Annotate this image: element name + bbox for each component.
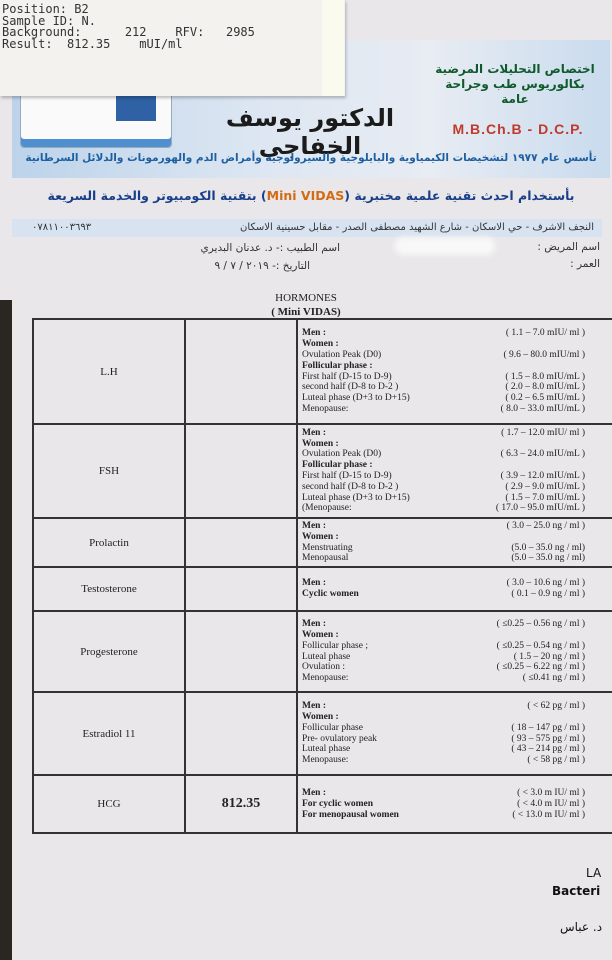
analyzer-illustration bbox=[20, 88, 172, 148]
reference-label: Ovulation : bbox=[302, 662, 346, 673]
reference-label: First half (D-15 to D-9) bbox=[302, 371, 392, 382]
technology-post: بتقنية الكومبيوتر والخدمة السريعة bbox=[47, 188, 257, 203]
reference-range: ( < 62 pg / ml ) bbox=[527, 701, 585, 712]
reference-line bbox=[302, 712, 611, 723]
reference-range: (5.0 – 35.0 ng / ml) bbox=[511, 542, 585, 553]
patient-name-label: اسم المريض : bbox=[537, 241, 600, 253]
reference-label: Men : bbox=[302, 328, 327, 339]
hormone-name: L.H bbox=[33, 319, 185, 424]
hormone-name: Testosterone bbox=[33, 567, 185, 611]
hormone-result: 812.35 bbox=[185, 775, 297, 833]
reference-line bbox=[302, 404, 611, 415]
reference-label: Women : bbox=[302, 438, 339, 449]
reference-line bbox=[302, 328, 611, 339]
hormone-name: Prolactin bbox=[33, 518, 185, 567]
lab-services: تأسس عام ١٩٧٧ لتشخيصات الكيمياوية والبايلوجية والسيرولوجية وأمراض الدم والهورمونات والدلائل السرطانية bbox=[25, 152, 597, 164]
reference-range: ( 1.5 – 20 ng / ml ) bbox=[513, 651, 585, 662]
hormone-name: FSH bbox=[33, 424, 185, 518]
lab-technology: بأستخدام احدث تقنية علمية مختبرية (Mini VIDAS) بتقنية الكومبيوتر والخدمة السريعة bbox=[47, 188, 575, 203]
reference-line bbox=[302, 799, 611, 810]
reference-range: ( < 3.0 m IU/ ml ) bbox=[517, 787, 585, 798]
hormone-row bbox=[33, 611, 612, 692]
hormone-row bbox=[33, 424, 612, 518]
hormone-result bbox=[185, 692, 297, 775]
reference-ranges bbox=[297, 692, 612, 775]
hormone-table-body bbox=[33, 319, 612, 833]
reference-line bbox=[302, 788, 611, 799]
reference-label: Menopause: bbox=[302, 673, 349, 684]
reference-range: ( 3.0 – 10.6 ng / ml ) bbox=[506, 578, 585, 589]
reference-label: Ovulation Peak (D0) bbox=[302, 449, 382, 460]
reference-range bbox=[585, 439, 611, 450]
reference-line bbox=[302, 701, 611, 712]
reference-line bbox=[302, 652, 611, 663]
reference-line bbox=[302, 393, 611, 404]
reference-range: ( 8.0 – 33.0 mIU/mL ) bbox=[500, 403, 585, 414]
technology-pre: بأستخدام احدث تقنية علمية مختبرية bbox=[354, 188, 575, 203]
reference-label: Menopause: bbox=[302, 755, 349, 766]
reference-label: Follicular phase : bbox=[302, 360, 373, 371]
report-title: HORMONES bbox=[275, 292, 337, 304]
doctor-degrees: M.B.Ch.B - D.C.P. bbox=[452, 121, 584, 137]
reference-line bbox=[302, 532, 611, 543]
reference-line bbox=[302, 755, 611, 766]
hormone-row bbox=[33, 692, 612, 775]
reference-label: Women : bbox=[302, 712, 339, 723]
technology-brand: Mini VIDAS bbox=[266, 188, 345, 203]
reference-range bbox=[585, 630, 611, 641]
reference-line bbox=[302, 641, 611, 652]
reference-line bbox=[302, 553, 611, 564]
reference-range: ( ≤0.25 – 6.22 ng / ml ) bbox=[496, 662, 585, 673]
slip-background: Background: 212 RFV: 2985 bbox=[2, 25, 255, 39]
signature-line2: Bacteri bbox=[552, 884, 601, 898]
reference-line bbox=[302, 744, 611, 755]
reference-line bbox=[302, 382, 611, 393]
report-date: التاريخ :- ٢٠١٩ / ٧ / ٩ bbox=[214, 260, 310, 272]
reference-label: Follicular phase : bbox=[302, 460, 373, 471]
reference-range: ( < 4.0 m IU/ ml ) bbox=[517, 798, 585, 809]
reference-ranges bbox=[297, 319, 612, 424]
hormone-result bbox=[185, 567, 297, 611]
instrument-result-slip bbox=[0, 0, 345, 96]
referring-doctor: اسم الطبيب :- د. عدنان البديري bbox=[200, 242, 340, 254]
hormone-result bbox=[185, 424, 297, 518]
tape-strip bbox=[322, 0, 344, 96]
slip-result: Result: 812.35 mUI/ml bbox=[2, 36, 183, 51]
reference-ranges bbox=[297, 518, 612, 567]
slip-position: Position: B2 bbox=[2, 2, 89, 16]
reference-label: Luteal phase bbox=[302, 651, 351, 662]
hormone-row bbox=[33, 567, 612, 611]
reference-line bbox=[302, 734, 611, 745]
hormone-table bbox=[32, 318, 612, 834]
hormone-name: HCG bbox=[33, 775, 185, 833]
reference-range: ( 9.6 – 80.0 mIU/ml ) bbox=[503, 349, 585, 360]
reference-range: ( 3.9 – 12.0 mIU/mL ) bbox=[500, 471, 585, 481]
reference-label: Men : bbox=[302, 701, 327, 712]
reference-label: Luteal phase (D+3 to D+15) bbox=[302, 393, 410, 404]
reference-line bbox=[302, 460, 611, 471]
reference-range: ( ≤0.25 – 0.54 ng / ml ) bbox=[496, 640, 585, 651]
reference-label: Menopausal bbox=[302, 553, 349, 564]
reference-line bbox=[302, 578, 611, 589]
reference-label: Pre- ovulatory peak bbox=[302, 733, 377, 744]
reference-range: ( < 58 pg / ml ) bbox=[527, 755, 585, 766]
slip-sample-id: Sample ID: N. bbox=[2, 13, 96, 28]
reference-line bbox=[302, 630, 611, 641]
reference-label: Men : bbox=[302, 521, 327, 531]
reference-range: ( 0.2 – 6.5 mIU/mL ) bbox=[505, 393, 585, 404]
reference-line bbox=[302, 673, 611, 684]
reference-label: second half (D-8 to D-2 ) bbox=[302, 382, 399, 393]
reference-label: Ovulation Peak (D0) bbox=[302, 349, 382, 360]
lab-phone: ٠٧٨١١٠٠٣٦٩٣ bbox=[32, 222, 92, 233]
reference-label: Women : bbox=[302, 531, 339, 542]
reference-label: Men : bbox=[302, 787, 327, 798]
reference-range: ( 3.0 – 25.0 ng / ml ) bbox=[506, 521, 585, 531]
reference-label: (Menopause: bbox=[302, 503, 352, 514]
reference-range: ( 2.0 – 8.0 mIU/mL ) bbox=[505, 382, 585, 393]
reference-ranges bbox=[297, 424, 612, 518]
hormone-result bbox=[185, 518, 297, 567]
reference-range: ( 2.9 – 9.0 mIU/mL ) bbox=[505, 481, 585, 492]
hormone-name: Progesterone bbox=[33, 611, 185, 692]
reference-line bbox=[302, 723, 611, 734]
reference-range bbox=[585, 712, 611, 723]
reference-range bbox=[585, 532, 611, 543]
signature-line1: LA bbox=[586, 866, 602, 880]
reference-label: Menstruating bbox=[302, 542, 353, 553]
reference-line bbox=[302, 589, 611, 600]
patient-age-label: العمر : bbox=[570, 258, 600, 270]
reference-line bbox=[302, 449, 611, 460]
reference-range bbox=[585, 361, 611, 372]
reference-label: Follicular phase ; bbox=[302, 640, 368, 651]
reference-range: ( 93 – 575 pg / ml ) bbox=[511, 733, 585, 744]
doctor-name: الدكتور يوسف الخفاجي bbox=[225, 104, 395, 160]
redacted-patient-name bbox=[395, 237, 495, 255]
reference-line bbox=[302, 619, 611, 630]
hormone-row bbox=[33, 319, 612, 424]
reference-line bbox=[302, 471, 611, 482]
reference-range: ( 18 – 147 pg / ml ) bbox=[511, 722, 585, 733]
reference-line bbox=[302, 503, 611, 514]
reference-label: Men : bbox=[302, 427, 327, 438]
reference-range: ( 1.7 – 12.0 mIU/ ml ) bbox=[501, 427, 585, 438]
reference-line bbox=[302, 339, 611, 350]
reference-range bbox=[585, 460, 611, 471]
reference-label: Women : bbox=[302, 339, 339, 350]
paper-shadow bbox=[0, 300, 12, 960]
reference-ranges bbox=[297, 775, 612, 833]
lab-address: النجف الاشرف - حي الاسكان - شارع الشهيد مصطفى الصدر - مقابل حسينية الاسكان bbox=[240, 222, 594, 233]
reference-range: ( 17.0 – 95.0 mIU/mL ) bbox=[495, 503, 585, 514]
reference-label: Menopause: bbox=[302, 403, 349, 414]
reference-label: For menopausal women bbox=[302, 809, 399, 820]
reference-range bbox=[585, 339, 611, 350]
reference-line bbox=[302, 543, 611, 554]
reference-range: ( < 13.0 m IU/ ml ) bbox=[512, 809, 585, 820]
reference-label: Follicular phase bbox=[302, 722, 363, 733]
reference-ranges bbox=[297, 567, 612, 611]
reference-range: ( 1.1 – 7.0 mIU/ ml ) bbox=[505, 328, 585, 339]
doctor-specialty: اختصاص التحليلات المرضية بكالوريوس طب وجراحة عامة bbox=[435, 62, 595, 106]
hormone-result bbox=[185, 319, 297, 424]
signature-line3: د. عباس bbox=[560, 920, 603, 934]
reference-line bbox=[302, 493, 611, 504]
reference-label: Cyclic women bbox=[302, 589, 359, 600]
reference-line bbox=[302, 662, 611, 673]
reference-range: ( 1.5 – 8.0 mIU/mL ) bbox=[505, 371, 585, 382]
reference-label: Men : bbox=[302, 578, 327, 589]
reference-line bbox=[302, 810, 611, 821]
reference-line bbox=[302, 482, 611, 493]
lab-address-bar bbox=[12, 219, 602, 237]
reference-line bbox=[302, 350, 611, 361]
report-subtitle: ( Mini VIDAS) bbox=[271, 306, 341, 318]
reference-line bbox=[302, 439, 611, 450]
reference-label: Women : bbox=[302, 630, 339, 641]
reference-line bbox=[302, 372, 611, 383]
reference-range: ( 6.3 – 24.0 mIU/mL ) bbox=[500, 449, 585, 460]
reference-line bbox=[302, 521, 611, 532]
reference-label: Men : bbox=[302, 619, 327, 630]
reference-label: Luteal phase bbox=[302, 744, 351, 755]
reference-label: second half (D-8 to D-2 ) bbox=[302, 481, 399, 492]
reference-label: First half (D-15 to D-9) bbox=[302, 471, 392, 481]
hormone-name: Estradiol 11 bbox=[33, 692, 185, 775]
reference-label: For cyclic women bbox=[302, 798, 374, 809]
reference-range: (5.0 – 35.0 ng / ml) bbox=[511, 553, 585, 564]
hormone-row bbox=[33, 518, 612, 567]
reference-range: ( 1.5 – 7.0 mIU/mL ) bbox=[505, 492, 585, 503]
hormone-row bbox=[33, 775, 612, 833]
reference-range: ( ≤0.41 ng / ml ) bbox=[522, 673, 585, 684]
reference-range: ( 43 – 214 pg / ml ) bbox=[511, 744, 585, 755]
reference-ranges bbox=[297, 611, 612, 692]
reference-range: ( ≤0.25 – 0.56 ng / ml ) bbox=[496, 619, 585, 630]
hormone-result bbox=[185, 611, 297, 692]
reference-range: ( 0.1 – 0.9 ng / ml ) bbox=[511, 589, 585, 600]
reference-label: Luteal phase (D+3 to D+15) bbox=[302, 492, 410, 503]
reference-line bbox=[302, 361, 611, 372]
reference-line bbox=[302, 428, 611, 439]
